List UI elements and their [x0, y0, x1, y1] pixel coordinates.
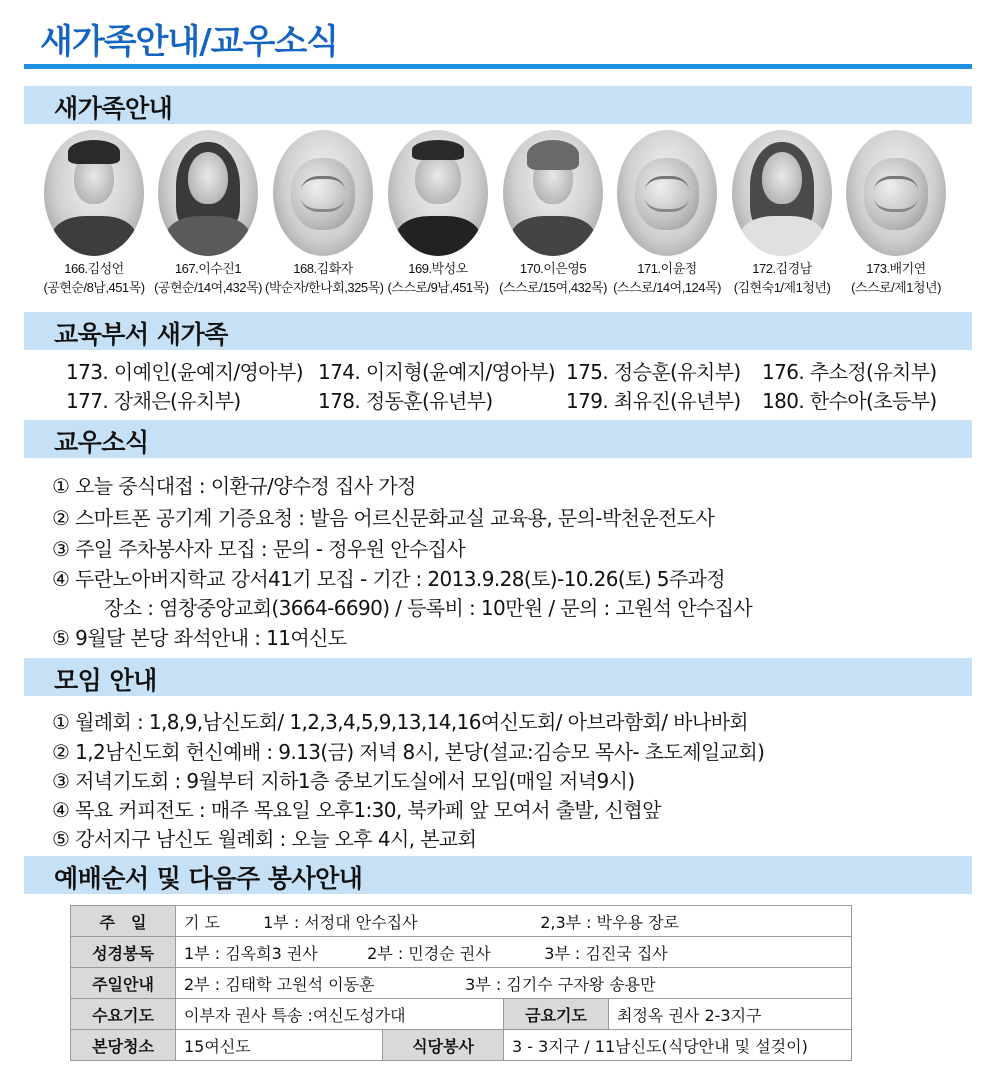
cell-text: 2,3부 : 박우용 장로: [540, 912, 680, 932]
table-row: [71, 999, 852, 1030]
person-name: 168.김화자: [293, 261, 353, 276]
person-group: (공현순/14여,432목): [154, 280, 262, 295]
person-photo: [617, 130, 717, 256]
person-name: 167.이수진1: [174, 261, 242, 276]
list-item: 180. 한수아(초등부): [762, 389, 937, 413]
list-item: ③ 주일 주차봉사자 모집 : 문의 - 정우원 안수집사: [52, 537, 466, 561]
person-photo: [732, 130, 832, 256]
list-item: 178. 정동훈(유년부): [318, 389, 493, 413]
person-photo: [273, 130, 373, 256]
person-name: 166.김성언: [64, 261, 124, 276]
person-group: (스스로/9남,451목): [387, 280, 489, 295]
cell-sub: 기 도: [184, 912, 220, 932]
row-label: 성경봉독: [71, 937, 176, 968]
cell-text: 2부 : 김태학 고원석 이동훈: [184, 974, 375, 994]
list-item: ① 월례회 : 1,8,9,남신도회/ 1,2,3,4,5,9,13,14,16여신도회/ 아브라함회/ 바나바회: [52, 710, 749, 734]
person-photo: [158, 130, 258, 256]
person-name: 169.박성오: [408, 261, 468, 276]
section-title: 새가족안내: [54, 94, 173, 123]
list-item: 176. 추소정(유치부): [762, 360, 937, 384]
section-worship: [24, 856, 972, 894]
table-cell: [176, 937, 852, 968]
list-item: 175. 정승훈(유치부): [566, 360, 741, 384]
section-title: 교육부서 새가족: [54, 320, 228, 349]
table-row: [71, 1030, 852, 1061]
table-cell: 3 - 3지구 / 11남신도(식당안내 및 설겆이): [504, 1030, 852, 1061]
table-cell: 최정옥 권사 2-3지구: [609, 999, 852, 1030]
row-label: 금요기도: [504, 999, 609, 1030]
row-label: 주일안내: [71, 968, 176, 999]
person-name: 170.이은영5: [519, 261, 587, 276]
person-photo: [388, 130, 488, 256]
list-item: ① 오늘 중식대접 : 이환규/양수정 집사 가정: [52, 474, 416, 498]
row-label: 주 일: [71, 906, 176, 937]
cell-text: 1부 : 서정대 안수집사: [263, 912, 418, 932]
table-cell: [176, 906, 852, 937]
person-card: [609, 130, 725, 296]
person-name: 173.배기연: [866, 261, 926, 276]
person-name: 172.김경남: [752, 261, 812, 276]
cell-text: 3부 : 김기수 구자왕 송용만: [465, 974, 656, 994]
section-meetings: [24, 658, 972, 696]
person-card: [265, 130, 384, 296]
row-label: 본당청소: [71, 1030, 176, 1061]
cell-text: 1부 : 김옥희3 권사: [184, 943, 318, 963]
person-card: [724, 130, 840, 296]
person-photo: [503, 130, 603, 256]
list-item: 장소 : 염창중앙교회(3664-6690) / 등록비 : 10만원 / 문의 : 고원석 안수집사: [104, 596, 753, 620]
person-card: [150, 130, 266, 296]
person-group: (김현숙1/제1청년): [733, 280, 831, 295]
page-title: 새가족안내/교우소식: [40, 22, 339, 62]
section-education: [24, 312, 972, 350]
row-label: 식당봉사: [383, 1030, 504, 1061]
person-card: [838, 130, 954, 296]
title-rule: [24, 64, 972, 69]
list-item: 177. 장채은(유치부): [66, 389, 241, 413]
person-name: 171.이윤정: [637, 261, 697, 276]
section-news: [24, 420, 972, 458]
table-row: [71, 968, 852, 999]
new-family-photos: [36, 130, 960, 310]
list-item: ② 스마트폰 공기계 기증요청 : 발음 어르신문화교실 교육용, 문의-박천운전도사: [52, 506, 715, 530]
table-cell: 이부자 권사 특송 :여신도성가대: [176, 999, 504, 1030]
table-row: [71, 937, 852, 968]
list-item: ④ 목요 커피전도 : 매주 목요일 오후1:30, 북카페 앞 모여서 출발, 신협앞: [52, 798, 661, 822]
list-item: 174. 이지형(윤예지/영아부): [318, 360, 555, 384]
cell-text: 2부 : 민경순 권사: [367, 943, 491, 963]
person-photo: [44, 130, 144, 256]
section-title: 모임 안내: [54, 666, 157, 695]
list-item: ⑤ 강서지구 남신도 월례회 : 오늘 오후 4시, 본교회: [52, 827, 477, 851]
person-group: (박순자/한나회,325목): [265, 280, 384, 295]
table-row: [71, 906, 852, 937]
person-card: [495, 130, 611, 296]
person-group: (공현순/8남,451목): [43, 280, 145, 295]
table-cell: 15여신도: [176, 1030, 383, 1061]
list-item: 179. 최유진(유년부): [566, 389, 741, 413]
section-title: 교우소식: [54, 428, 149, 457]
cell-text: 3부 : 김진국 집사: [544, 943, 668, 963]
person-group: (스스로/제1청년): [851, 280, 941, 295]
section-title: 예배순서 및 다음주 봉사안내: [54, 864, 363, 893]
person-card: [380, 130, 496, 296]
person-group: (스스로/14여,124목): [613, 280, 721, 295]
list-item: ④ 두란노아버지학교 강서41기 모집 - 기간 : 2013.9.28(토)-10.26(토) 5주과정: [52, 567, 725, 591]
service-table: [70, 905, 852, 1061]
list-item: ③ 저녁기도회 : 9월부터 지하1층 중보기도실에서 모임(매일 저녁9시): [52, 769, 635, 793]
row-label: 수요기도: [71, 999, 176, 1030]
person-photo: [846, 130, 946, 256]
section-new-family: [24, 86, 972, 124]
person-group: (스스로/15여,432목): [499, 280, 607, 295]
list-item: 173. 이예인(윤예지/영아부): [66, 360, 303, 384]
list-item: ② 1,2남신도회 헌신예배 : 9.13(금) 저녁 8시, 본당(설교:김승모 목사- 초도제일교회): [52, 740, 765, 764]
table-cell: [176, 968, 852, 999]
person-card: [36, 130, 152, 296]
list-item: ⑤ 9월달 본당 좌석안내 : 11여신도: [52, 626, 347, 650]
